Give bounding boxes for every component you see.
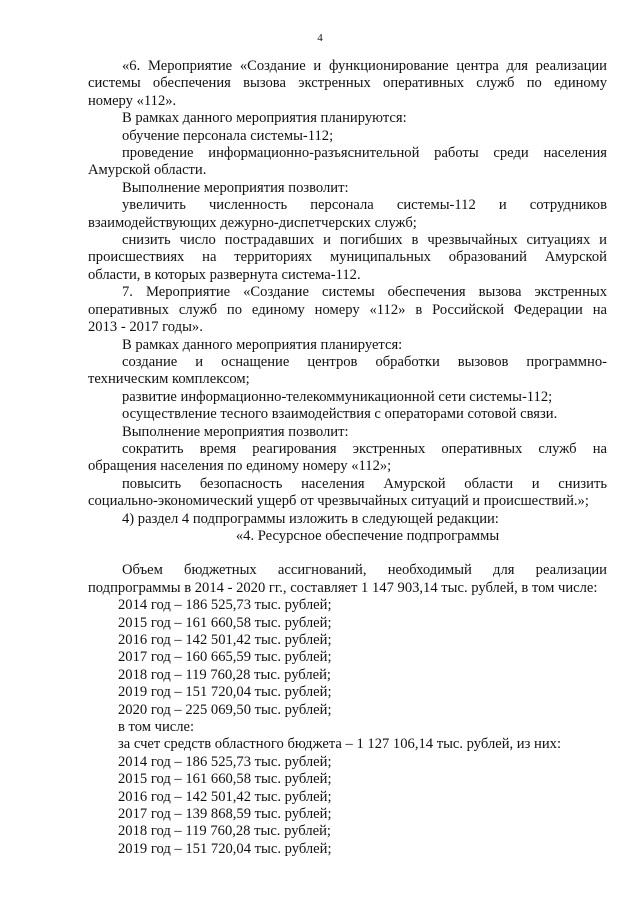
item6-planned-2: проведение информационно-разъяснительной работы среди населения	[122, 145, 607, 162]
item7-result-intro: Выполнение мероприятия позволит:	[122, 423, 349, 440]
item6-planned-intro: В рамках данного мероприятия планируются:	[122, 110, 407, 127]
item6-result-2: взаимодействующих дежурно-диспетчерских служб;	[88, 214, 417, 231]
item6-result-3: снизить число пострадавших и погибших в чрезвычайных ситуациях и	[122, 232, 607, 249]
item7-title-line-2: оперативных служб по единому номеру «112» в Российской Федерации на	[88, 301, 607, 318]
document-body	[88, 58, 607, 858]
total-year-2015: 2015 год – 161 660,58 тыс. рублей;	[118, 614, 332, 631]
item7-planned-3: развитие информационно-телекоммуникационной сети системы-112;	[122, 388, 553, 405]
regional-year-2015: 2015 год – 161 660,58 тыс. рублей;	[118, 771, 332, 788]
item7-result-3: повысить безопасность населения Амурской области и снизить	[122, 475, 607, 492]
section4-instruction: 4) раздел 4 подпрограммы изложить в следующей редакции:	[122, 510, 499, 527]
item6-planned-1: обучение персонала системы-112;	[122, 127, 334, 144]
volume-line-1: Объем бюджетных ассигнований, необходимый для реализации	[122, 562, 607, 579]
item7-result-4: социально-экономический ущерб от чрезвычайных ситуаций и происшествий.»;	[88, 493, 589, 510]
item6-result-intro: Выполнение мероприятия позволит:	[122, 179, 349, 196]
item7-planned-4: осуществление тесного взаимодействия с операторами сотовой связи.	[122, 406, 558, 423]
item6-result-4: происшествиях на территориях муниципальных образований Амурской	[88, 249, 607, 266]
regional-year-2017: 2017 год – 139 868,59 тыс. рублей;	[118, 806, 332, 823]
item7-result-1: сократить время реагирования экстренных оперативных служб на	[122, 440, 607, 457]
total-year-2020: 2020 год – 225 069,50 тыс. рублей;	[118, 701, 332, 718]
total-year-2017: 2017 год – 160 665,59 тыс. рублей;	[118, 649, 332, 666]
volume-line-2: подпрограммы в 2014 - 2020 гг., составляет 1 147 903,14 тыс. рублей, в том числе:	[88, 579, 598, 596]
item6-planned-3: Амурской области.	[88, 162, 207, 179]
page-number: 4	[317, 32, 323, 44]
item6-title-line-2: системы обеспечения вызова экстренных оперативных служб по единому	[88, 75, 607, 92]
total-year-2014: 2014 год – 186 525,73 тыс. рублей;	[118, 597, 332, 614]
item7-planned-intro: В рамках данного мероприятия планируется:	[122, 336, 403, 353]
regional-year-2019: 2019 год – 151 720,04 тыс. рублей;	[118, 840, 332, 857]
item7-title-line-3: 2013 - 2017 годы».	[88, 319, 203, 336]
total-year-2019: 2019 год – 151 720,04 тыс. рублей;	[118, 684, 332, 701]
total-year-2018: 2018 год – 119 760,28 тыс. рублей;	[118, 666, 331, 683]
regional-year-2016: 2016 год – 142 501,42 тыс. рублей;	[118, 788, 332, 805]
regional-year-2014: 2014 год – 186 525,73 тыс. рублей;	[118, 753, 332, 770]
item6-result-1: увеличить численность персонала системы-112 и сотрудников	[122, 197, 607, 214]
item6-title-line-3: номеру «112».	[88, 92, 177, 109]
section4-heading: «4. Ресурсное обеспечение подпрограммы	[235, 527, 500, 544]
item7-title-line-1: 7. Мероприятие «Создание системы обеспечения вызова экстренных	[122, 284, 607, 301]
item6-title-line-1: «6. Мероприятие «Создание и функционирование центра для реализации	[122, 58, 607, 74]
item7-result-2: обращения населения по единому номеру «112»;	[88, 458, 392, 475]
total-year-2016: 2016 год – 142 501,42 тыс. рублей;	[118, 632, 332, 648]
item7-planned-2: техническим комплексом;	[88, 371, 250, 388]
regional-budget-line: за счет средств областного бюджета – 1 127 106,14 тыс. рублей, из них:	[118, 736, 562, 753]
item6-result-5: области, в которых развернута система-112.	[88, 266, 361, 283]
regional-year-2018: 2018 год – 119 760,28 тыс. рублей;	[118, 823, 331, 840]
including-label: в том числе:	[118, 719, 195, 736]
item7-planned-1: создание и оснащение центров обработки вызовов программно-	[122, 353, 607, 370]
